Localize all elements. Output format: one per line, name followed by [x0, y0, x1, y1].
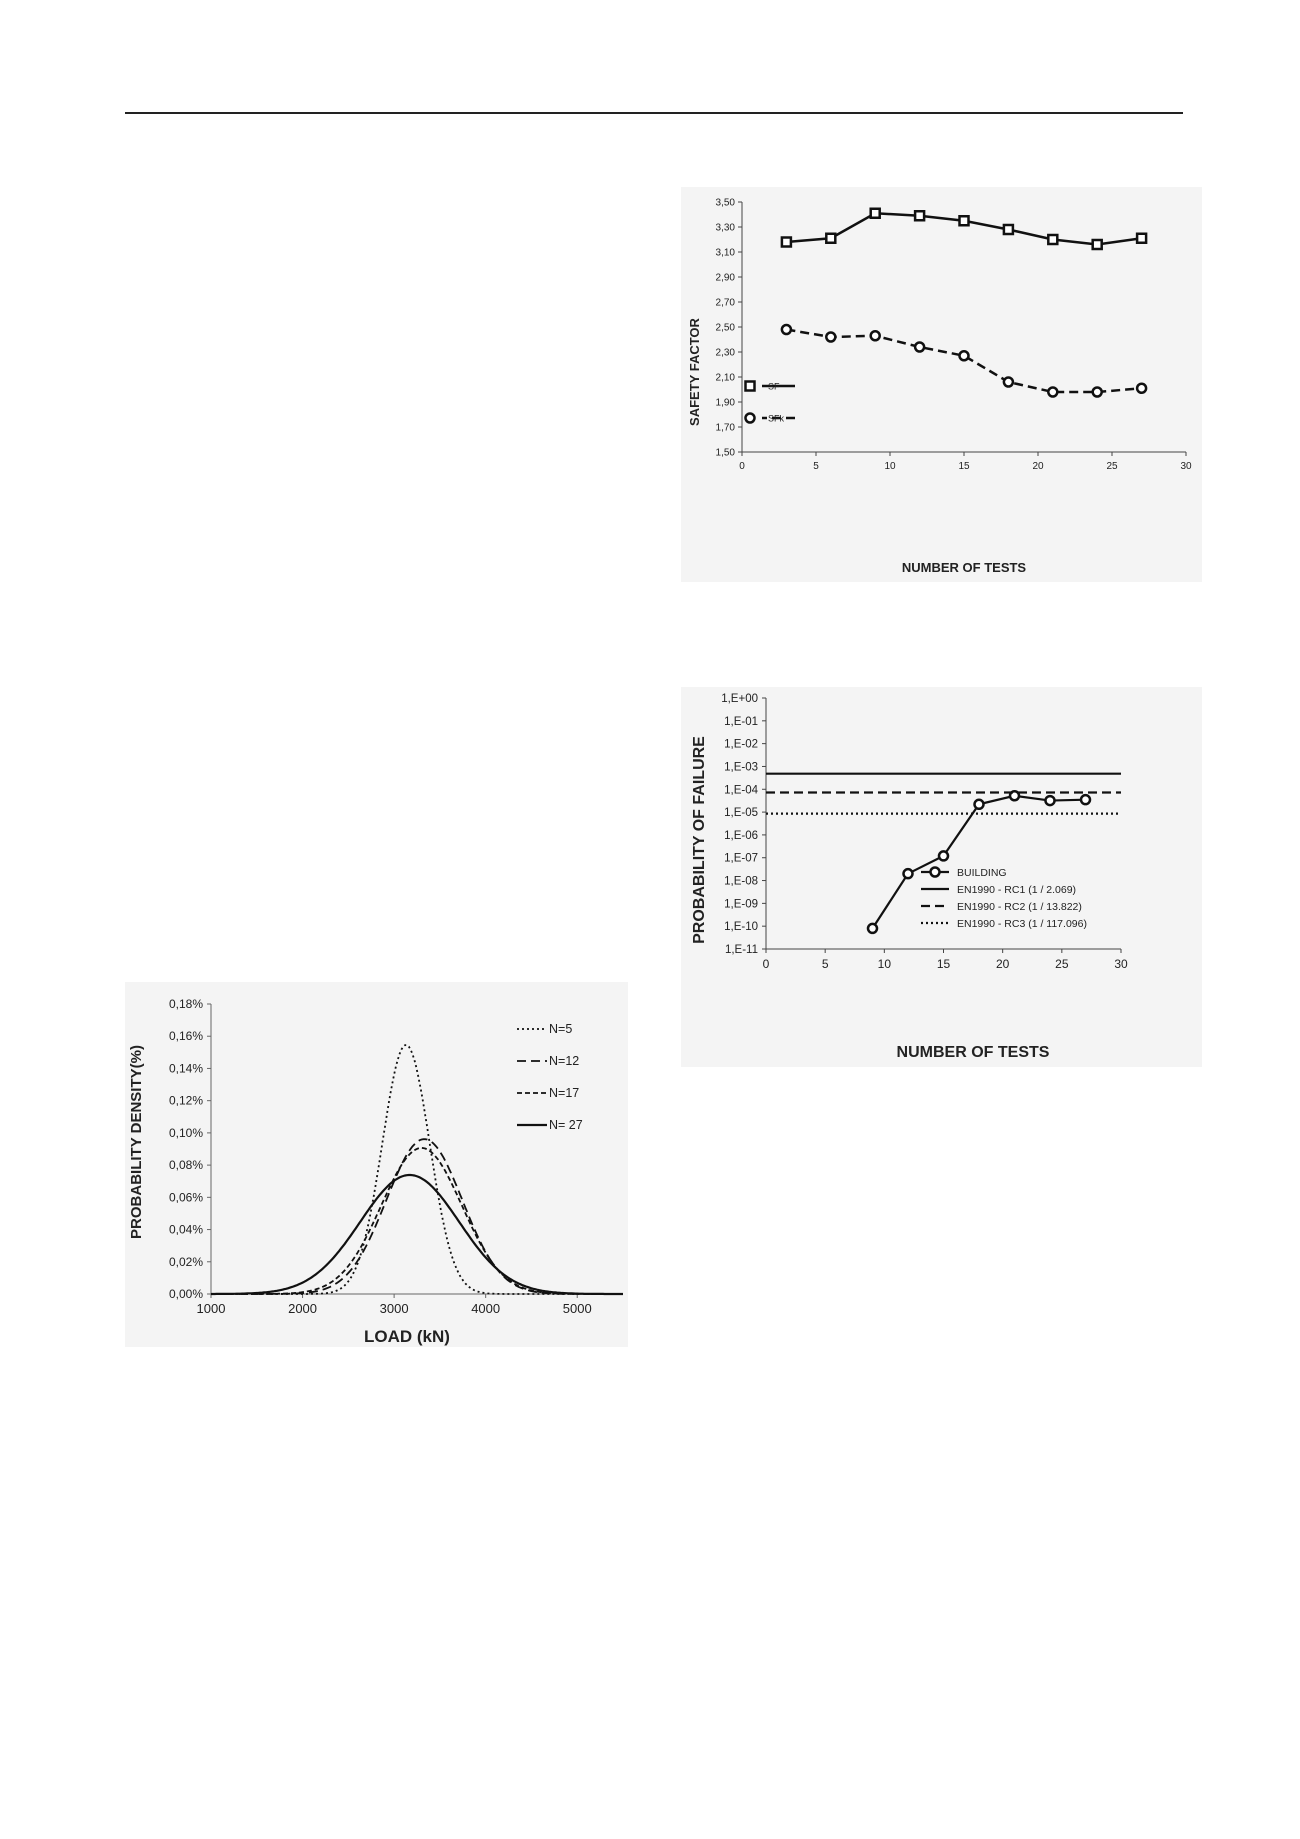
chart1-x-tick-label: 15: [958, 461, 970, 472]
chart2-x-tick-label: 30: [1114, 957, 1128, 971]
chart1-x-tick-label: 10: [884, 461, 896, 472]
chart2-point: [939, 851, 948, 860]
chart2-x-tick-label: 20: [995, 957, 1010, 971]
chart1-x-tick-label: 0: [739, 461, 745, 472]
chart2-legend-label: BUILDING: [957, 867, 1007, 879]
chart2-legend-label: EN1990 - RC2 (1 / 13.822): [957, 901, 1082, 913]
chart1-y-tick-label: 2,50: [715, 322, 735, 334]
probability-density-plot: [125, 982, 628, 1347]
chart2-point: [904, 869, 913, 878]
chart2-point: [1046, 796, 1055, 805]
chart3-y-tick-label: 0,12%: [168, 1093, 203, 1108]
chart1-point-SFk: [782, 325, 791, 334]
chart2-legend-label: EN1990 - RC1 (1 / 2.069): [957, 884, 1077, 896]
chart1-point-SF: [1093, 240, 1102, 249]
chart1-y-tick-label: 1,50: [715, 447, 735, 459]
chart1-xlabel: NUMBER OF TESTS: [901, 560, 1027, 575]
chart3-legend-label: N=5: [549, 1022, 573, 1036]
chart3-y-tick-label: 0,14%: [168, 1061, 203, 1076]
chart3-y-tick-label: 0,16%: [168, 1029, 203, 1044]
chart1-y-tick-label: 2,30: [715, 347, 735, 359]
chart2-y-tick-label: 1,E-11: [724, 944, 758, 956]
chart1-point-SF: [1048, 235, 1057, 244]
chart3-x-tick-label: 3000: [379, 1301, 409, 1316]
chart2-y-tick-label: 1,E-08: [724, 875, 758, 888]
chart1-legend-marker: [746, 414, 755, 423]
probability-density-chart: [125, 982, 628, 1347]
chart1-y-tick-label: 3,30: [715, 222, 735, 234]
chart2-y-tick-label: 1,E-06: [724, 829, 758, 842]
chart1-point-SF: [871, 209, 880, 218]
chart1-y-tick-label: 3,10: [715, 247, 735, 259]
chart1-point-SFk: [826, 333, 835, 342]
chart2-xlabel: NUMBER OF TESTS: [896, 1044, 1050, 1061]
header-rule: [125, 112, 1183, 114]
chart1-ylabel: SAFETY FACTOR: [687, 318, 702, 426]
chart2-y-tick-label: 1,E-03: [724, 761, 758, 774]
chart3-series-line: [211, 1175, 623, 1294]
chart2-x-tick-label: 15: [936, 957, 951, 971]
safety-factor-plot: [681, 187, 1202, 582]
chart2-y-tick-label: 1,E-10: [724, 921, 758, 934]
chart3-ylabel: PROBABILITY DENSITY(%): [128, 1045, 145, 1239]
chart1-point-SFk: [1004, 378, 1013, 387]
chart3-y-tick-label: 0,08%: [168, 1158, 203, 1173]
chart1-point-SFk: [915, 343, 924, 352]
chart2-y-tick-label: 1,E-04: [724, 784, 758, 797]
chart2-legend-marker: [931, 868, 940, 877]
chart3-series-line: [211, 1139, 623, 1294]
chart3-y-tick-label: 0,00%: [168, 1287, 203, 1301]
chart1-y-tick-label: 1,70: [715, 422, 735, 434]
chart3-xlabel: LOAD (kN): [364, 1327, 450, 1346]
chart1-y-tick-label: 1,90: [715, 397, 735, 409]
chart3-series-line: [211, 1148, 623, 1294]
chart1-x-tick-label: 20: [1032, 461, 1044, 472]
chart1-legend-label: SFk: [768, 413, 785, 424]
chart1-point-SFk: [1137, 384, 1146, 393]
chart3-legend-label: N=17: [549, 1086, 580, 1100]
chart1-point-SFk: [960, 351, 969, 360]
chart2-x-tick-label: 5: [821, 957, 829, 971]
chart3-series-line: [211, 1045, 623, 1294]
chart2-y-tick-label: 1,E-01: [724, 715, 758, 728]
chart1-y-tick-label: 3,50: [715, 197, 735, 209]
chart2-y-tick-label: 1,E-07: [724, 852, 758, 865]
chart1-x-tick-label: 25: [1106, 461, 1118, 472]
chart3-x-tick-label: 5000: [562, 1301, 592, 1316]
safety-factor-chart: [681, 187, 1202, 582]
chart1-x-tick-label: 30: [1180, 461, 1192, 472]
chart2-point: [868, 924, 877, 933]
chart2-legend-label: EN1990 - RC3 (1 / 117.096): [957, 918, 1087, 930]
chart2-y-tick-label: 1,E-02: [724, 738, 758, 751]
chart2-y-tick-label: 1,E-09: [724, 898, 758, 911]
chart3-x-tick-label: 4000: [471, 1301, 501, 1316]
chart1-point-SFk: [1093, 388, 1102, 397]
chart3-y-tick-label: 0,02%: [168, 1254, 203, 1269]
chart1-point-SF: [1137, 234, 1146, 243]
chart2-x-tick-label: 10: [877, 957, 892, 971]
chart1-point-SFk: [871, 331, 880, 340]
chart2-point: [975, 800, 984, 809]
chart1-point-SF: [782, 238, 791, 247]
chart3-legend-label: N=12: [549, 1054, 580, 1068]
chart3-y-tick-label: 0,10%: [168, 1125, 203, 1140]
chart1-point-SF: [826, 234, 835, 243]
probability-of-failure-chart: [681, 687, 1202, 1067]
chart3-y-tick-label: 0,04%: [168, 1222, 203, 1237]
chart1-point-SF: [1004, 225, 1013, 234]
chart1-y-tick-label: 2,10: [715, 372, 735, 384]
chart3-legend-label: N= 27: [549, 1118, 583, 1132]
chart1-x-tick-label: 5: [813, 461, 819, 472]
chart2-x-tick-label: 25: [1055, 957, 1069, 971]
chart2-y-tick-label: 1,E-05: [724, 807, 758, 820]
chart2-y-tick-label: 1,E+00: [721, 693, 758, 705]
chart2-ylabel: PROBABILITY OF FAILURE: [691, 736, 708, 944]
chart1-legend-marker: [746, 382, 755, 391]
chart3-x-tick-label: 1000: [196, 1301, 226, 1316]
chart1-point-SFk: [1048, 388, 1057, 397]
chart1-y-tick-label: 2,90: [715, 272, 735, 284]
chart3-x-tick-label: 2000: [288, 1301, 318, 1316]
chart2-x-tick-label: 0: [762, 957, 770, 971]
chart1-point-SF: [960, 216, 969, 225]
chart1-point-SF: [915, 211, 924, 220]
probability-of-failure-plot: [681, 687, 1202, 1067]
chart1-legend-label: SF: [768, 381, 780, 392]
chart3-y-tick-label: 0,06%: [168, 1190, 203, 1205]
chart2-point: [1081, 795, 1090, 804]
chart1-y-tick-label: 2,70: [715, 297, 735, 309]
chart3-y-tick-label: 0,18%: [168, 997, 203, 1011]
